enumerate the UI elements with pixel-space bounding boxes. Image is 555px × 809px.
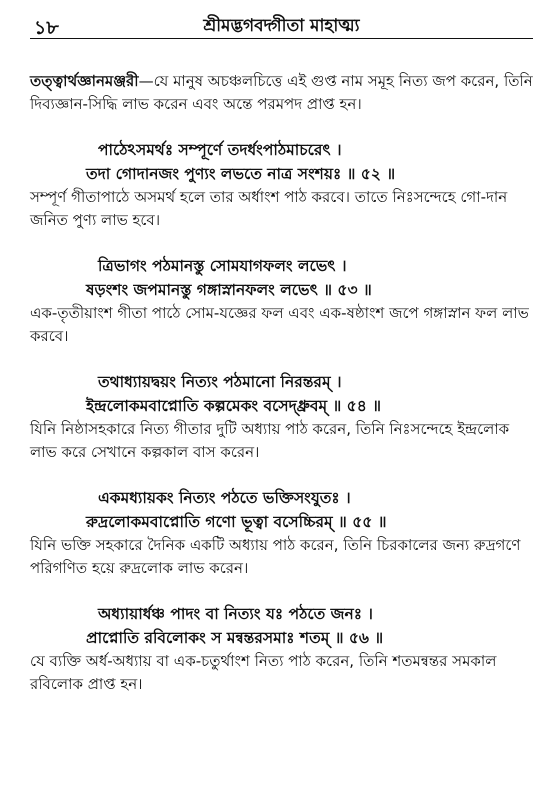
sloka-line-2: রুদ্রলোকমবাপ্নোতি গণো ভূত্বা বসেচ্চিরম্ ॥ ৫৫ ॥ [86, 513, 387, 531]
verse-block-54 [30, 370, 533, 464]
translation: এক-তৃতীয়াংশ গীতা পাঠে সোম-যজ্ঞের ফল এবং এক-ষষ্ঠাংশ জপে গঙ্গাস্নান ফল লাভ করবে। [30, 304, 529, 345]
translation: যিনি ভক্তি সহকারে দৈনিক একটি অধ্যায় পাঠ করেন, তিনি চিরকালের জন্য রুদ্রগণে পরিগণিত হয়ে রুদ্রলোক লাভ করেন। [30, 536, 521, 577]
verse-block-53 [30, 254, 533, 348]
sloka-line-1: তথাধ্যায়দ্বয়ং নিত্যং পঠমানো নিরন্তরম্ । [98, 373, 342, 391]
header-rule [30, 38, 533, 39]
sloka-line-2: প্রাপ্নোতি রবিলোকং স মন্বন্তরসমাঃ শতম্ ॥ ৫৬ ॥ [86, 629, 384, 647]
running-title: শ্রীমদ্ভগবদ্গীতা মাহাত্ম্য [203, 16, 360, 36]
translation: যিনি নিষ্ঠাসহকারে নিত্য গীতার দুটি অধ্যায় পাঠ করেন, তিনি নিঃসন্দেহে ইন্দ্রলোক লাভ করে সেখানে কল্পকাল বাস করেন। [30, 420, 510, 461]
translation: যে ব্যক্তি অর্ধ-অধ্যায় বা এক-চতুর্থাংশ নিত্য পাঠ করেন, তিনি শতমন্বন্তর সমকাল রবিলোক প্রাপ্ত হন। [30, 652, 497, 693]
sloka-line-1: অধ্যায়ার্ধঞ্চ পাদং বা নিত্যং যঃ পঠতে জনঃ । [98, 605, 373, 623]
verse-block-56 [30, 602, 533, 696]
sloka-line-1: পাঠেঽসমর্থঃ সম্পূর্ণে তদর্ধংপাঠমাচরেৎ । [98, 141, 342, 159]
intro-paragraph [30, 70, 533, 116]
sloka-line-1: একমধ্যায়কং নিত্যং পঠতে ভক্তিসংযুতঃ । [98, 489, 351, 507]
sloka-line-2: ইন্দ্রলোকমবাপ্নোতি কল্পমেকং বসেদ্ধ্রুবম্ ॥ ৫৪ ॥ [86, 397, 381, 415]
intro-lead: তত্ত্বার্থজ্ঞানমঞ্জরী [30, 72, 139, 90]
verse-block-55 [30, 486, 533, 580]
sloka-line-2: তদা গোদানজং পুণ্যং লভতে নাত্র সংশয়ঃ ॥ ৫২ ॥ [86, 165, 396, 183]
sloka-line-1: ত্রিভাগং পঠমানস্তু সোমযাগফলং লভেৎ । [98, 257, 347, 275]
sloka-line-2: ষড়ংশং জপমানস্তু গঙ্গাস্নানফলং লভেৎ ॥ ৫৩ ॥ [86, 281, 372, 299]
verse-block-52 [30, 138, 533, 232]
intro-text: —যে মানুষ অচঞ্চলচিত্তে এই গুপ্ত নাম সমূহ নিত্য জপ করেন, তিনি দিব্যজ্ঞান-সিদ্ধি লাভ করেন এবং অন্তে পরমপদ প্রাপ্ত হন। [30, 72, 533, 113]
page-number: ১৮ [34, 17, 59, 39]
page-header [30, 0, 533, 40]
translation: সম্পূর্ণ গীতাপাঠে অসমর্থ হলে তার অর্ধাংশ পাঠ করবে। তাতে নিঃসন্দেহে গো-দান জনিত পুণ্য লাভ হবে। [30, 188, 508, 229]
